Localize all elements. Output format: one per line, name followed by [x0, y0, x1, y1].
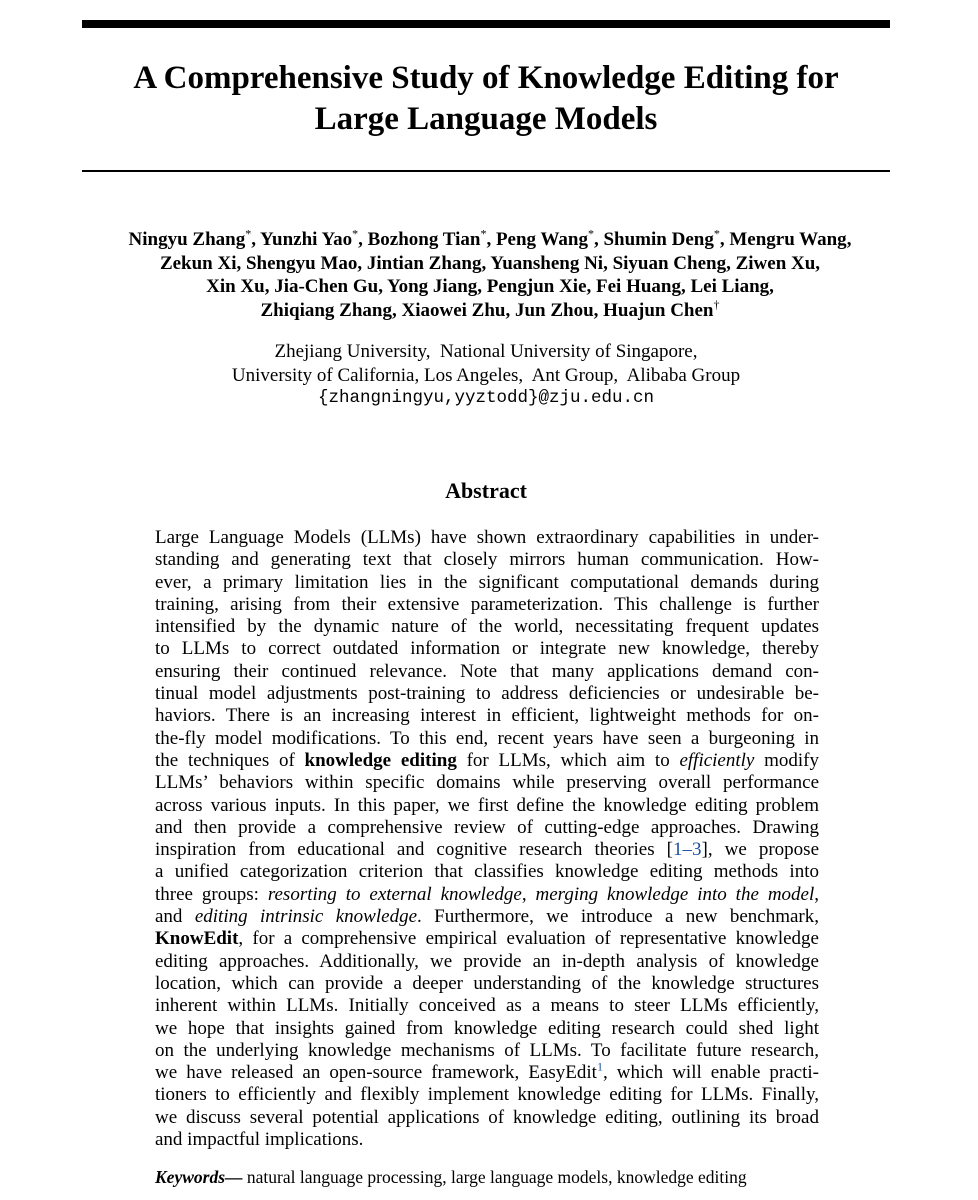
abstract-line: inspiration from educational and cognitive research theories [1–3], we propose [155, 839, 819, 861]
author-name: Ningyu Zhang [128, 229, 246, 250]
equal-contribution-mark: * [480, 226, 487, 241]
affiliation-line-1: Zhejiang University, National University of Singapore, [274, 341, 698, 362]
author-line-1: Ningyu Zhang*, Yunzhi Yao*, Bozhong Tian*, Peng Wang*, Shumin Deng*, Mengru Wang, [128, 226, 852, 250]
abstract-line: training, arising from their extensive parameterization. This challenge is further [155, 593, 819, 615]
affiliations [82, 340, 890, 411]
author-name: Bozhong Tian [367, 229, 481, 250]
equal-contribution-mark: * [713, 226, 720, 241]
equal-contribution-mark: * [245, 226, 252, 241]
title-line-2: Large Language Models [314, 101, 658, 137]
abstract-line: a unified categorization criterion that classifies knowledge editing methods into [155, 861, 819, 883]
author-list [60, 228, 920, 322]
abstract-line: intensified by the dynamic nature of the world, necessitating frequent updates [155, 616, 819, 638]
equal-contribution-mark: * [352, 226, 359, 241]
author-name: Mengru Wang [729, 229, 847, 250]
bold-term: KnowEdit [155, 928, 239, 950]
affiliation-line-2: University of California, Los Angeles, Ant Group, Alibaba Group [231, 364, 741, 386]
author-line-4 [60, 299, 920, 323]
footnote-link[interactable]: 1 [596, 1059, 603, 1074]
abstract-line: haviors. There is an increasing interest in efficient, lightweight methods for on- [155, 705, 819, 727]
corresponding-author-mark: † [713, 297, 720, 312]
abstract-line: and editing intrinsic knowledge. Furthermore, we introduce a new benchmark, [155, 906, 820, 928]
italic-term: merging knowledge into the model [535, 883, 815, 905]
italic-term: efficiently [679, 749, 755, 771]
bold-term: knowledge editing [304, 749, 457, 771]
abstract-line: we hope that insights gained from knowledge editing research could shed light [155, 1017, 819, 1039]
abstract-line: we have released an open-source framework, EasyEdit$^1$, which will enable practi- [155, 1059, 819, 1084]
italic-term: resorting to external knowledge [267, 883, 522, 905]
italic-term: editing intrinsic knowledge [194, 906, 417, 928]
abstract-line: location, which can provide a deeper understanding of the knowledge structures [155, 972, 819, 994]
equal-contribution-mark: * [587, 226, 594, 241]
author-name: Peng Wang [495, 229, 588, 250]
abstract-line: the techniques of knowledge editing for LLMs, which aim to efficiently modify [155, 749, 819, 771]
keywords [155, 1166, 915, 1188]
author-email: {zhangningyu,yyztodd}@zju.edu.cn [317, 388, 655, 408]
abstract-line: ever, a primary limitation lies in the significant computational demands during [155, 571, 819, 593]
abstract-line: Large Language Models (LLMs) have shown extraordinary capabilities in under- [155, 527, 819, 548]
abstract-heading: Abstract [445, 478, 527, 503]
paper-title [82, 58, 890, 140]
top-rule [82, 20, 890, 28]
abstract-line: and then provide a comprehensive review of cutting-edge approaches. Drawing [155, 816, 819, 838]
author-line-4-text: Zhiqiang Zhang, Xiaowei Zhu, Jun Zhou, Huajun Chen [260, 299, 714, 321]
abstract-line: we discuss several potential applications of knowledge editing, outlining its broad [155, 1106, 819, 1128]
citation-link[interactable]: 1–3 [673, 839, 702, 861]
abstract-body [155, 527, 819, 1151]
title-line-1: A Comprehensive Study of Knowledge Editing for [133, 60, 839, 96]
abstract-line: on the underlying knowledge mechanisms of LLMs. To facilitate future research, [155, 1039, 819, 1061]
abstract-line: inherent within LLMs. Initially conceived as a means to steer LLMs efficiently, [155, 995, 819, 1017]
keywords-label: Keywords— [155, 1167, 243, 1187]
author-name: Shumin Deng [603, 229, 714, 250]
abstract-line: three groups: resorting to external knowledge, merging knowledge into the model, [155, 883, 820, 905]
author-line-2: Zekun Xi, Shengyu Mao, Jintian Zhang, Yuansheng Ni, Siyuan Cheng, Ziwen Xu, [159, 252, 821, 274]
abstract-line: and impactful implications. [155, 1129, 364, 1151]
keywords-text: natural language processing, large language models, knowledge editing [242, 1167, 747, 1187]
author-name: Yunzhi Yao [260, 229, 353, 250]
abstract-line: the-fly model modifications. To this end, recent years have seen a burgeoning in [155, 727, 819, 749]
abstract-line: to LLMs to correct outdated information or integrate new knowledge, thereby [155, 638, 819, 660]
title-rule [82, 170, 890, 172]
abstract-line: ensuring their continued relevance. Note that many applications demand con- [155, 660, 819, 682]
author-line-3: Xin Xu, Jia-Chen Gu, Yong Jiang, Pengjun Xie, Fei Huang, Lei Liang, [206, 276, 774, 297]
abstract-line: LLMs’ behaviors within specific domains while preserving overall performance [155, 772, 819, 794]
abstract-line: tioners to efficiently and flexibly implement knowledge editing for LLMs. Finally, [155, 1084, 819, 1106]
abstract-line: editing approaches. Additionally, we provide an in-depth analysis of knowledge [155, 950, 819, 972]
abstract-line: KnowEdit, for a comprehensive empirical evaluation of representative knowledge [155, 928, 819, 950]
abstract-line: tinual model adjustments post-training to address deficiencies or undesirable be- [155, 683, 819, 705]
abstract-line: across various inputs. In this paper, we first define the knowledge editing problem [155, 794, 819, 816]
abstract-line: standing and generating text that closely mirrors human communication. How- [155, 549, 819, 571]
